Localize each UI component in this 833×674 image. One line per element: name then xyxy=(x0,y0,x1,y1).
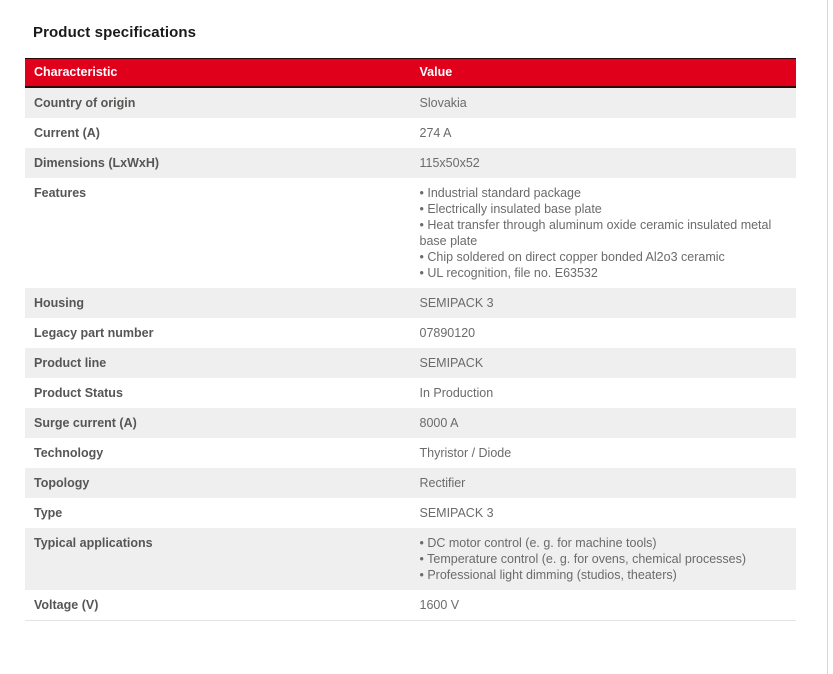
row-value: SEMIPACK 3 xyxy=(411,288,797,318)
bullet-line: • Electrically insulated base plate xyxy=(419,202,602,216)
table-row xyxy=(25,288,796,318)
row-value: Thyristor / Diode xyxy=(419,446,512,460)
table-header-row xyxy=(25,59,796,88)
row-value: 115x50x52 xyxy=(411,148,797,178)
table-row xyxy=(25,408,796,438)
row-value: SEMIPACK 3 xyxy=(419,506,494,520)
table-row xyxy=(25,87,796,118)
row-value: 07890120 xyxy=(419,326,476,340)
bullet-line: • Temperature control (e. g. for ovens, chemical processes) xyxy=(419,552,747,566)
table-row xyxy=(25,148,796,178)
row-label: Current (A) xyxy=(34,126,100,140)
row-label: Country of origin xyxy=(25,87,411,118)
row-value xyxy=(411,178,797,288)
row-value: 274 A xyxy=(419,126,452,140)
header-value: Value xyxy=(411,59,797,88)
row-label: Dimensions (LxWxH) xyxy=(25,148,411,178)
table-row xyxy=(25,498,796,528)
table-row xyxy=(25,438,796,468)
bullet-line: • Chip soldered on direct copper bonded Al2o3 ceramic xyxy=(419,250,725,264)
bullet-line: • UL recognition, file no. E63532 xyxy=(419,266,598,280)
table-row xyxy=(25,468,796,498)
bullet-line: • DC motor control (e. g. for machine tools) xyxy=(419,536,657,550)
bullet-line: • Industrial standard package xyxy=(419,186,581,200)
row-label: Product Status xyxy=(34,386,123,400)
row-label: Technology xyxy=(34,446,104,460)
row-label: Legacy part number xyxy=(34,326,154,340)
table-row xyxy=(25,318,796,348)
row-value: Slovakia xyxy=(411,87,797,118)
spec-table-body xyxy=(25,87,796,621)
row-value: SEMIPACK xyxy=(411,348,797,378)
row-value xyxy=(411,528,797,590)
table-row xyxy=(25,348,796,378)
product-specs-table xyxy=(25,58,796,621)
row-label: Typical applications xyxy=(25,528,411,590)
header-characteristic: Characteristic xyxy=(25,59,411,88)
bullet-line: • Heat transfer through aluminum oxide ceramic insulated metal base plate xyxy=(419,218,772,248)
row-label: Features xyxy=(34,186,87,200)
row-value: Rectifier xyxy=(411,468,797,498)
row-label: Product line xyxy=(25,348,411,378)
row-value: 1600 V xyxy=(419,598,460,612)
table-row xyxy=(25,178,796,288)
table-row xyxy=(25,378,796,408)
table-row xyxy=(25,590,796,621)
row-value: In Production xyxy=(419,386,494,400)
page-right-border xyxy=(827,0,828,674)
bullet-line: • Professional light dimming (studios, theaters) xyxy=(419,568,677,582)
page-title: Product specifications xyxy=(33,24,197,41)
table-row xyxy=(25,528,796,590)
row-value: 8000 A xyxy=(411,408,797,438)
row-label: Surge current (A) xyxy=(25,408,411,438)
row-label: Topology xyxy=(25,468,411,498)
row-label: Voltage (V) xyxy=(34,598,99,612)
row-label: Housing xyxy=(25,288,411,318)
row-label: Type xyxy=(34,506,63,520)
table-row xyxy=(25,118,796,148)
